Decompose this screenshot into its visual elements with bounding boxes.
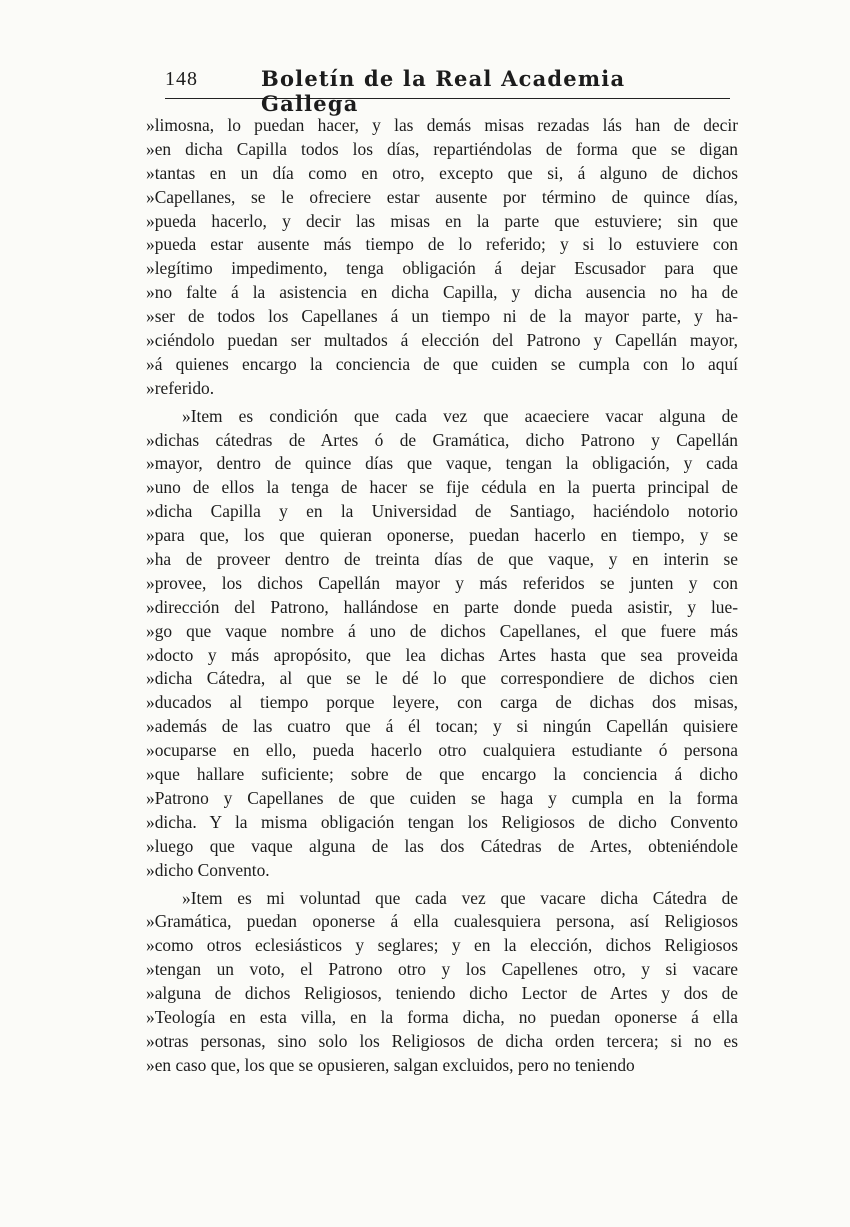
text-line: »en caso que, los que se opusieren, salgan excluidos, pero no teniendo [146,1054,635,1075]
text-line: »para que, los que quieran oponerse, puedan hacerlo en tiempo, y se [146,525,738,546]
text-line: »dicha Capilla y en la Universidad de Santiago, haciéndolo notorio [146,501,738,522]
paragraph [146,114,738,401]
text-line: »Gramática, puedan oponerse á ella cualesquiera persona, así Religiosos [146,911,738,932]
text-line: »pueda estar ausente más tiempo de lo referido; y si lo estuviere con [146,234,738,255]
text-line: »referido. [146,377,215,398]
text-line: »ducados al tiempo porque leyere, con carga de dichas dos misas, [146,692,738,713]
text-line: »tengan un voto, el Patrono otro y los Capellenes otro, y si vacare [146,959,738,980]
text-line: »Capellanes, se le ofreciere estar ausente por término de quince días, [146,186,738,207]
text-line: »pueda hacerlo, y decir las misas en la parte que estuviere; sin que [146,210,738,231]
text-line: »legítimo impedimento, tenga obligación á dejar Escusador para que [146,258,738,279]
text-line: »luego que vaque alguna de las dos Cátedras de Artes, obteniéndole [146,835,738,856]
text-line: »no falte á la asistencia en dicha Capilla, y dicha ausencia no ha de [146,282,738,303]
text-line: »Teología en esta villa, en la forma dicha, no puedan oponerse á ella [146,1006,738,1027]
page-header [165,66,730,116]
text-line: »ha de proveer dentro de treinta días de que vaque, y en interin se [146,549,738,570]
running-title: Boletín de la Real Academia Gallega [261,66,626,116]
paragraph [146,405,738,883]
text-line: »dichas cátedras de Artes ó de Gramática, dicho Patrono y Capellán [146,429,738,450]
text-line: »dirección del Patrono, hallándose en parte donde pueda asistir, y lue- [146,596,738,617]
text-line: »como otros eclesiásticos y seglares; y en la elección, dichos Religiosos [146,935,738,956]
paragraph [146,887,738,1078]
text-line: »dicha. Y la misma obligación tengan los Religiosos de dicho Convento [146,811,738,832]
text-line: »alguna de dichos Religiosos, teniendo dicho Lector de Artes y dos de [146,983,738,1004]
page-number: 148 [165,68,198,90]
text-line: »además de las cuatro que á él tocan; y si ningún Capellán quisiere [146,716,738,737]
text-line: »docto y más apropósito, que lea dichas Artes hasta que sea proveida [146,644,738,665]
text-line: »ocuparse en ello, pueda hacerlo otro cualquiera estudiante ó persona [146,740,738,761]
text-line: »Item es condición que cada vez que acaeciere vacar alguna de [182,405,738,426]
text-line: »á quienes encargo la conciencia de que cuiden se cumpla con lo aquí [146,353,738,374]
text-line: »limosna, lo puedan hacer, y las demás misas rezadas lás han de decir [146,115,738,135]
text-line: »dicha Cátedra, al que se le dé lo que correspondiere de dichos cien [146,668,738,689]
text-line: »ciéndolo puedan ser multados á elección del Patrono y Capellán mayor, [146,330,738,351]
text-line: »uno de ellos la tenga de hacer se fije cédula en la puerta principal de [146,477,738,498]
text-line: »mayor, dentro de quince días que vaque, tengan la obligación, y cada [146,453,738,474]
text-line: »Patrono y Capellanes de que cuiden se haga y cumpla en la forma [146,787,738,808]
text-line: »Item es mi voluntad que cada vez que vacare dicha Cátedra de [182,887,738,908]
text-line: »dicho Convento. [146,859,270,880]
text-line: »ser de todos los Capellanes á un tiempo ni de la mayor parte, y ha- [146,306,738,327]
text-line: »que hallare suficiente; sobre de que encargo la conciencia á dicho [146,764,738,785]
text-line: »go que vaque nombre á uno de dichos Capellanes, el que fuere más [146,620,738,641]
text-line: »provee, los dichos Capellán mayor y más referidos se junten y con [146,572,738,593]
text-line: »tantas en un día como en otro, excepto que si, á alguno de dichos [146,162,738,183]
text-line: »otras personas, sino solo los Religiosos de dicha orden tercera; si no es [146,1030,738,1051]
body-text [146,114,738,1078]
text-line: »en dicha Capilla todos los días, repartiéndolas de forma que se digan [146,138,738,159]
